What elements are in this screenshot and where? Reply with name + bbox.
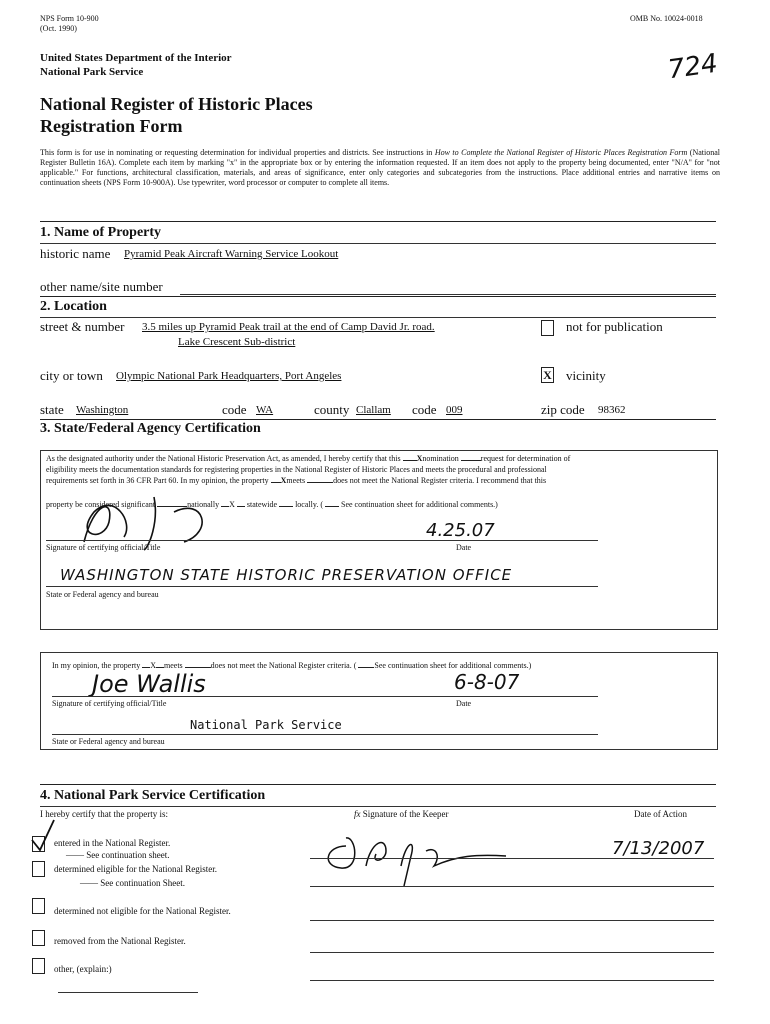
keeper-line-2 xyxy=(310,886,714,887)
section-divider xyxy=(40,221,716,222)
zip-label: zip code xyxy=(541,402,585,417)
form-number: NPS Form 10-900 xyxy=(40,14,99,23)
removed-label: removed from the National Register. xyxy=(54,936,186,946)
vicinity-label: vicinity xyxy=(566,368,606,383)
removed-checkbox[interactable] xyxy=(32,930,45,946)
signature-label: Signature of certifying official/Title xyxy=(46,543,161,552)
opinion-date-label: Date xyxy=(456,699,472,708)
keeper-label: fx Signature of the Keeper xyxy=(354,809,449,819)
city-label: city or town xyxy=(40,368,103,383)
opinion-line: In my opinion, the property X meets does not meet the National Register criteria. ( See continuation sheet for additional comments.) xyxy=(52,661,532,670)
eligible-checkbox[interactable] xyxy=(32,861,45,877)
certification-line2: eligibility meets the documentation standards for registering properties in the National Register of Historic Places and meets the procedural and professional xyxy=(46,465,547,474)
form-title-line1: National Register of Historic Places xyxy=(40,94,313,114)
not-eligible-label: determined not eligible for the National Register. xyxy=(54,906,231,916)
section-divider xyxy=(40,419,716,420)
code-value: WA xyxy=(256,404,274,416)
department: United States Department of the Interior xyxy=(40,52,232,64)
street-label: street & number xyxy=(40,319,125,334)
not-for-publication-checkbox[interactable] xyxy=(541,320,554,336)
section4-heading: 4. National Park Service Certification xyxy=(40,788,266,803)
section2-heading: 2. Location xyxy=(40,299,107,314)
county-code-value: 009 xyxy=(446,404,463,416)
certification-line1: As the designated authority under the National Historic Preservation Act, as amended, I hereby certify that this Xnomination request for determination of xyxy=(46,454,571,463)
not-eligible-checkbox[interactable] xyxy=(32,898,45,914)
keeper-line-3 xyxy=(310,920,714,921)
keeper-line-1 xyxy=(310,858,714,859)
signature-line xyxy=(46,540,598,541)
other-name-label: other name/site number xyxy=(40,279,163,294)
county-value: Clallam xyxy=(356,404,391,416)
certification-line4: property be considered significant nationally X statewide locally. ( See continuation sheet for additional comments.) xyxy=(46,500,498,509)
form-date: (Oct. 1990) xyxy=(40,24,77,33)
street-value-1: 3.5 miles up Pyramid Peak trail at the end of Camp David Jr. road. xyxy=(142,321,435,333)
handwritten-reference: 724 xyxy=(666,48,720,86)
keeper-date: 7/13/2007 xyxy=(612,838,705,859)
other-checkbox[interactable] xyxy=(32,958,45,974)
date-of-action-label: Date of Action xyxy=(634,809,687,819)
section3-heading: 3. State/Federal Agency Certification xyxy=(40,421,261,436)
opinion-signature-label: Signature of certifying official/Title xyxy=(52,699,167,708)
divider xyxy=(40,243,716,244)
historic-name-label: historic name xyxy=(40,246,111,261)
county-label: county xyxy=(314,402,350,417)
keeper-line-4 xyxy=(310,952,714,953)
intro-paragraph: This form is for use in nominating or requesting determination for individual properties and districts. See instructions in How to Complete the National Register of Historic Places Registration Form (National Register Bulletin 16A). Complete each item by marking "x" in the appropriate box or by entering the information requested. If an item does not apply to the property being documented, enter "N/A" for "not applicable." For functions, architectural classification, materials, and areas of significance, enter only categories and subcategories from the instructions. Place additional entries and narrative items on continuation sheets (NPS Form 10-900A). Use typewriter, word processor or computer to complete all items. xyxy=(40,148,720,187)
service: National Park Service xyxy=(40,66,144,78)
not-for-publication-label: not for publication xyxy=(566,319,663,334)
signature-line xyxy=(52,696,598,697)
divider xyxy=(40,806,716,807)
opinion-agency: National Park Service xyxy=(190,718,342,732)
opinion-signature: Joe Wallis xyxy=(92,670,206,698)
agency-line xyxy=(46,586,598,587)
eligible-label: determined eligible for the National Register. xyxy=(54,864,217,874)
state-value: Washington xyxy=(76,404,129,416)
other-name-line xyxy=(180,294,716,295)
divider xyxy=(40,317,716,318)
certification-line3: requirements set forth in 36 CFR Part 60. In my opinion, the property Xmeets does not meet the National Register criteria. I recommend that this xyxy=(46,476,547,485)
zip-value: 98362 xyxy=(598,404,626,416)
certify-statement: I hereby certify that the property is: xyxy=(40,809,168,819)
opinion-agency-label: State or Federal agency and bureau xyxy=(52,737,165,746)
keeper-line-5 xyxy=(310,980,714,981)
other-label: other, (explain:) xyxy=(54,964,112,974)
opinion-date: 6-8-07 xyxy=(454,670,520,694)
other-explain-line xyxy=(58,992,198,993)
state-agency-handwritten: WASHINGTON STATE HISTORIC PRESERVATION OFFICE xyxy=(60,566,513,584)
city-value: Olympic National Park Headquarters, Port Angeles xyxy=(116,370,342,382)
historic-name-value: Pyramid Peak Aircraft Warning Service Lookout xyxy=(124,248,339,260)
county-code-label: code xyxy=(412,402,437,417)
entered-continuation: —— See continuation sheet. xyxy=(66,850,170,860)
form-title-line2: Registration Form xyxy=(40,116,183,136)
date-label: Date xyxy=(456,543,472,552)
section1-heading: 1. Name of Property xyxy=(40,225,162,240)
code-label: code xyxy=(222,402,247,417)
section-divider xyxy=(40,784,716,785)
entered-label: entered in the National Register. xyxy=(54,838,171,848)
agency-label: State or Federal agency and bureau xyxy=(46,590,159,599)
vicinity-checkbox[interactable]: X xyxy=(541,367,554,383)
agency-line xyxy=(52,734,598,735)
eligible-continuation: —— See continuation Sheet. xyxy=(80,878,185,888)
state-cert-date: 4.25.07 xyxy=(426,520,495,541)
state-label: state xyxy=(40,402,64,417)
section-divider xyxy=(40,296,716,297)
omb-number: OMB No. 10024-0018 xyxy=(630,14,703,23)
street-value-2: Lake Crescent Sub-district xyxy=(178,336,296,348)
